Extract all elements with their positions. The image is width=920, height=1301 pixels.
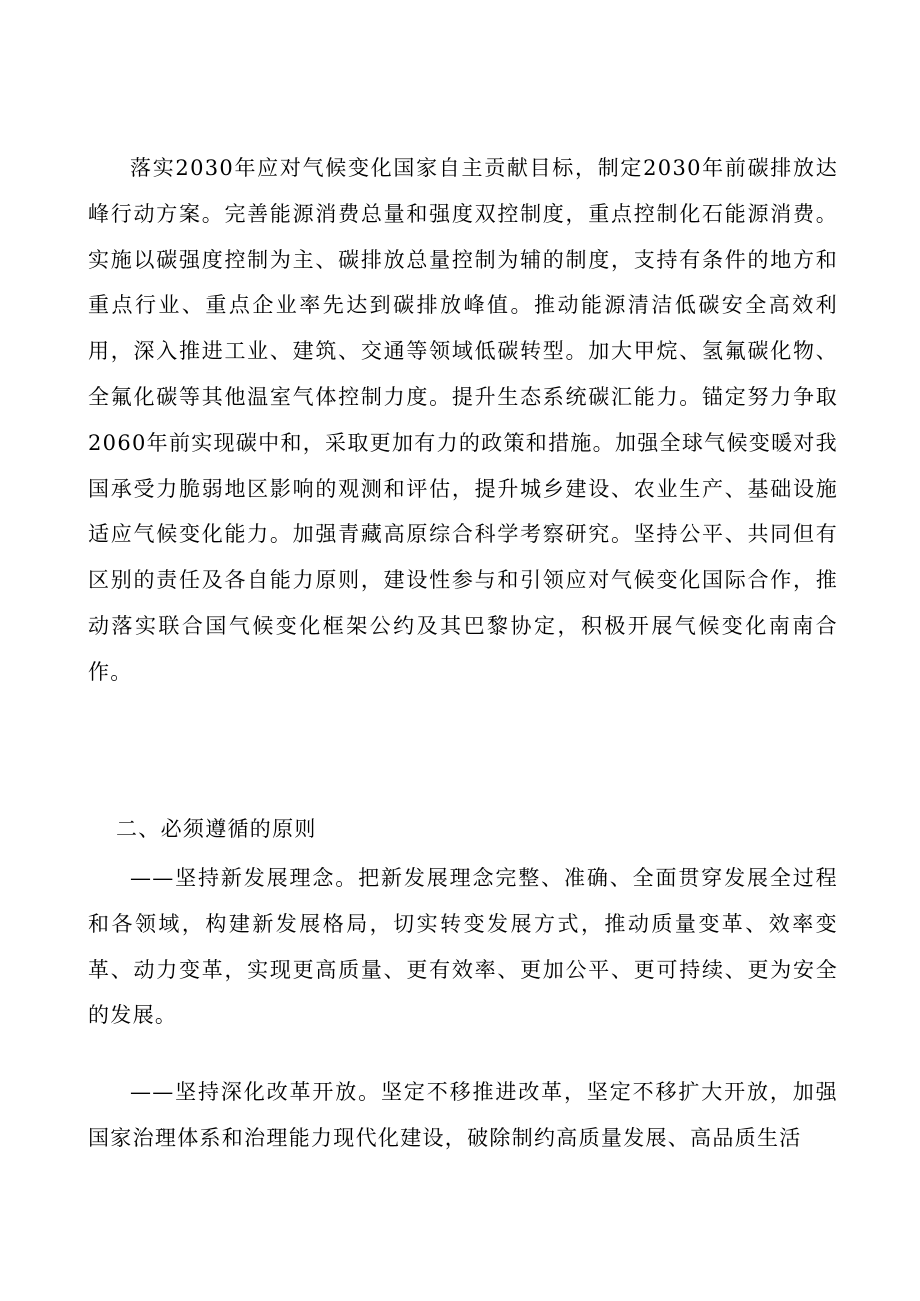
- section-heading: 二、必须遵循的原则: [116, 817, 317, 841]
- body-paragraph-climate: 落实2030年应对气候变化国家自主贡献目标，制定2030年前碳排放达峰行动方案。完善能源消费总量和强度双控制度，重点控制化石能源消费。实施以碳强度控制为主、碳排放总量控制为辅的制度，支持有条件的地方和重点行业、重点企业率先达到碳排放峰值。推动能源清洁低碳安全高效利用，深入推进工业、建筑、交通等领域低碳转型。加大甲烷、氢氟碳化物、全氟化碳等其他温室气体控制力度。提升生态系统碳汇能力。锚定努力争取2060年前实现碳中和，采取更加有力的政策和措施。加强全球气候变暖对我国承受力脆弱地区影响的观测和评估，提升城乡建设、农业生产、基础设施适应气候变化能力。加强青藏高原综合科学考察研究。坚持公平、共同但有区别的责任及各自能力原则，建设性参与和引领应对气候变化国际合作，推动落实联合国气候变化框架公约及其巴黎协定，积极开展气候变化南南合作。: [88, 156, 838, 684]
- body-paragraph-reform-opening: ——坚持深化改革开放。坚定不移推进改革，坚定不移扩大开放，加强国家治理体系和治理能力现代化建设，破除制约高质量发展、高品质生活: [88, 1080, 838, 1150]
- body-paragraph-new-development: ——坚持新发展理念。把新发展理念完整、准确、全面贯穿发展全过程和各领域，构建新发展格局，切实转变发展方式，推动质量变革、效率变革、动力变革，实现更高质量、更有效率、更加公平、更可持续、更为安全的发展。: [88, 866, 838, 1028]
